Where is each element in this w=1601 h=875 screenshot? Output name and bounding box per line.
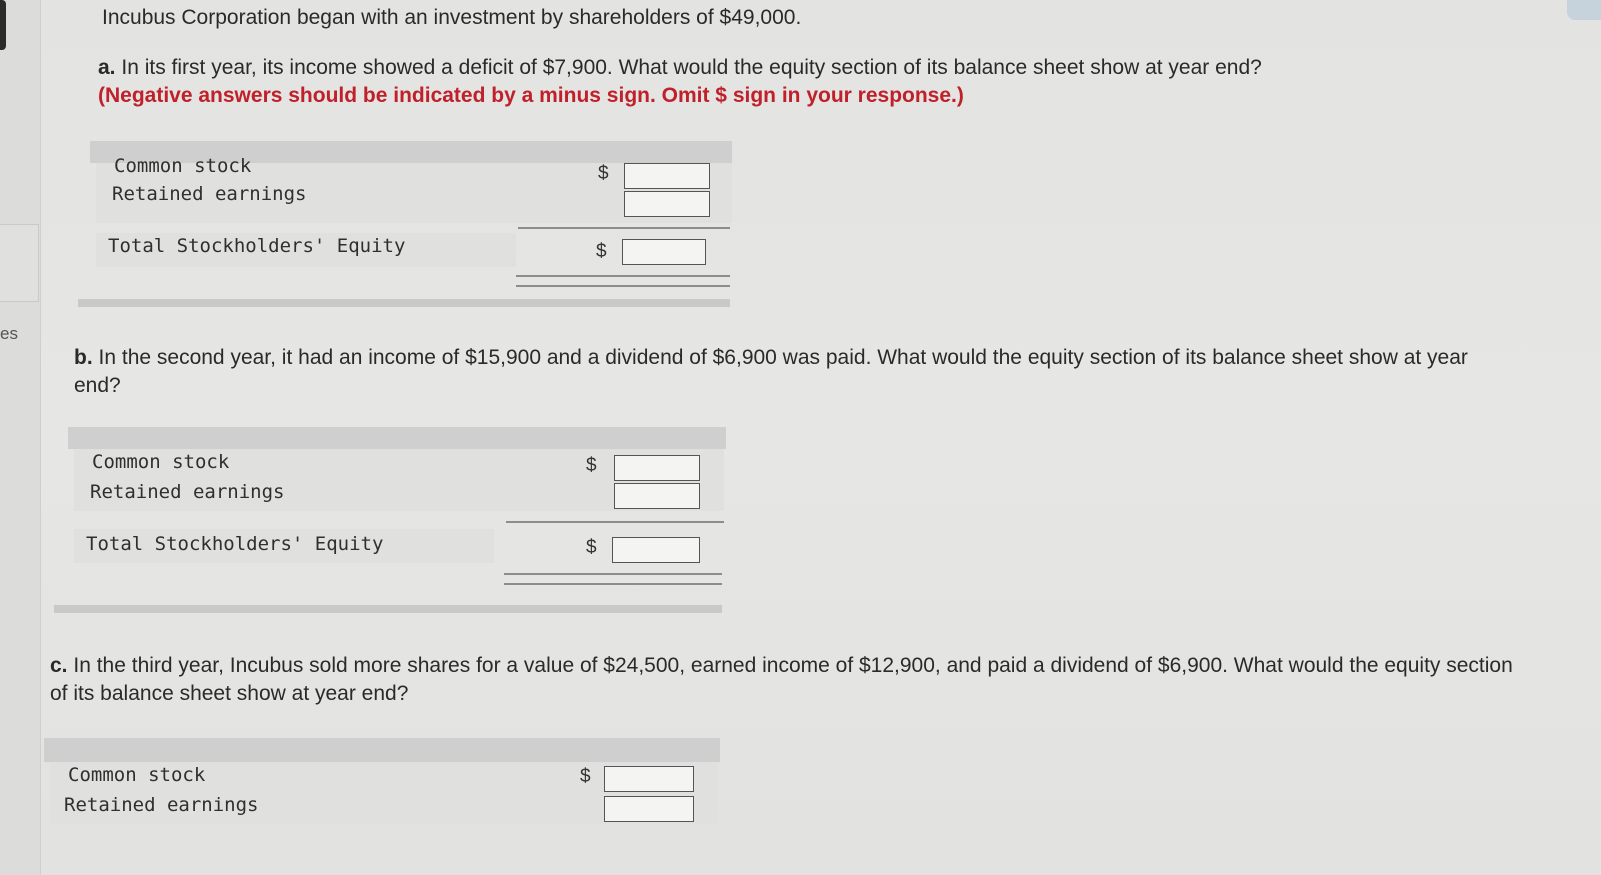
part-b-text: In the second year, it had an income of $15,900 and a dividend of $6,900 was paid. What would the equity section of its balance sheet show at year end?	[74, 346, 1468, 397]
common-stock-input[interactable]	[604, 766, 694, 792]
currency-symbol: $	[596, 241, 607, 262]
part-a-text: In its first year, its income showed a deficit of $7,900. What would the equity section of its balance sheet show at year end?	[121, 56, 1262, 79]
row-label-retained-earnings: Retained earnings	[90, 481, 285, 503]
currency-symbol: $	[586, 455, 597, 476]
part-a-instruction: (Negative answers should be indicated by a minus sign. Omit $ sign in your response.)	[98, 84, 964, 107]
part-c-question	[50, 652, 1530, 708]
part-b-question	[74, 344, 1494, 400]
total-double-line-bottom	[516, 285, 730, 287]
row-label-common-stock: Common stock	[114, 155, 252, 177]
total-equity-input[interactable]	[612, 537, 700, 563]
part-c-table	[44, 738, 724, 838]
retained-earnings-input[interactable]	[624, 191, 710, 217]
row-label-common-stock: Common stock	[92, 451, 230, 473]
left-panel	[0, 0, 41, 875]
table-header	[68, 427, 726, 449]
common-stock-input[interactable]	[624, 163, 710, 189]
row-label-total: Total Stockholders' Equity	[108, 235, 406, 257]
part-c-label: c.	[50, 654, 68, 677]
total-double-line-top	[504, 573, 722, 575]
part-a-table	[90, 141, 732, 321]
left-panel-tab[interactable]	[0, 0, 6, 50]
left-panel-box	[0, 224, 39, 302]
part-a-label: a.	[98, 56, 116, 79]
retained-earnings-input[interactable]	[614, 483, 700, 509]
table-footer-bar	[54, 605, 722, 613]
currency-symbol: $	[586, 537, 597, 558]
row-label-total: Total Stockholders' Equity	[86, 533, 384, 555]
currency-symbol: $	[598, 163, 609, 184]
subtotal-line	[518, 227, 730, 229]
table-footer-bar	[78, 299, 730, 307]
problem-intro: Incubus Corporation began with an investment by shareholders of $49,000.	[102, 6, 802, 29]
subtotal-line	[506, 521, 724, 523]
common-stock-input[interactable]	[614, 455, 700, 481]
total-double-line-top	[516, 275, 730, 277]
left-panel-text: es	[0, 324, 18, 343]
currency-symbol: $	[580, 766, 591, 787]
corner-accent	[1567, 0, 1601, 20]
part-a-question	[98, 54, 1418, 110]
total-equity-input[interactable]	[622, 239, 706, 265]
total-double-line-bottom	[504, 583, 722, 585]
part-b-label: b.	[74, 346, 93, 369]
row-label-retained-earnings: Retained earnings	[64, 794, 259, 816]
row-label-common-stock: Common stock	[68, 764, 206, 786]
table-header	[44, 738, 720, 762]
part-b-table	[68, 427, 728, 617]
part-c-text: In the third year, Incubus sold more shares for a value of $24,500, earned income of $12,900, and paid a dividend of $6,900. What would the equity section of its balance sheet show at year end?	[50, 654, 1513, 705]
retained-earnings-input[interactable]	[604, 796, 694, 822]
row-label-retained-earnings: Retained earnings	[112, 183, 307, 205]
